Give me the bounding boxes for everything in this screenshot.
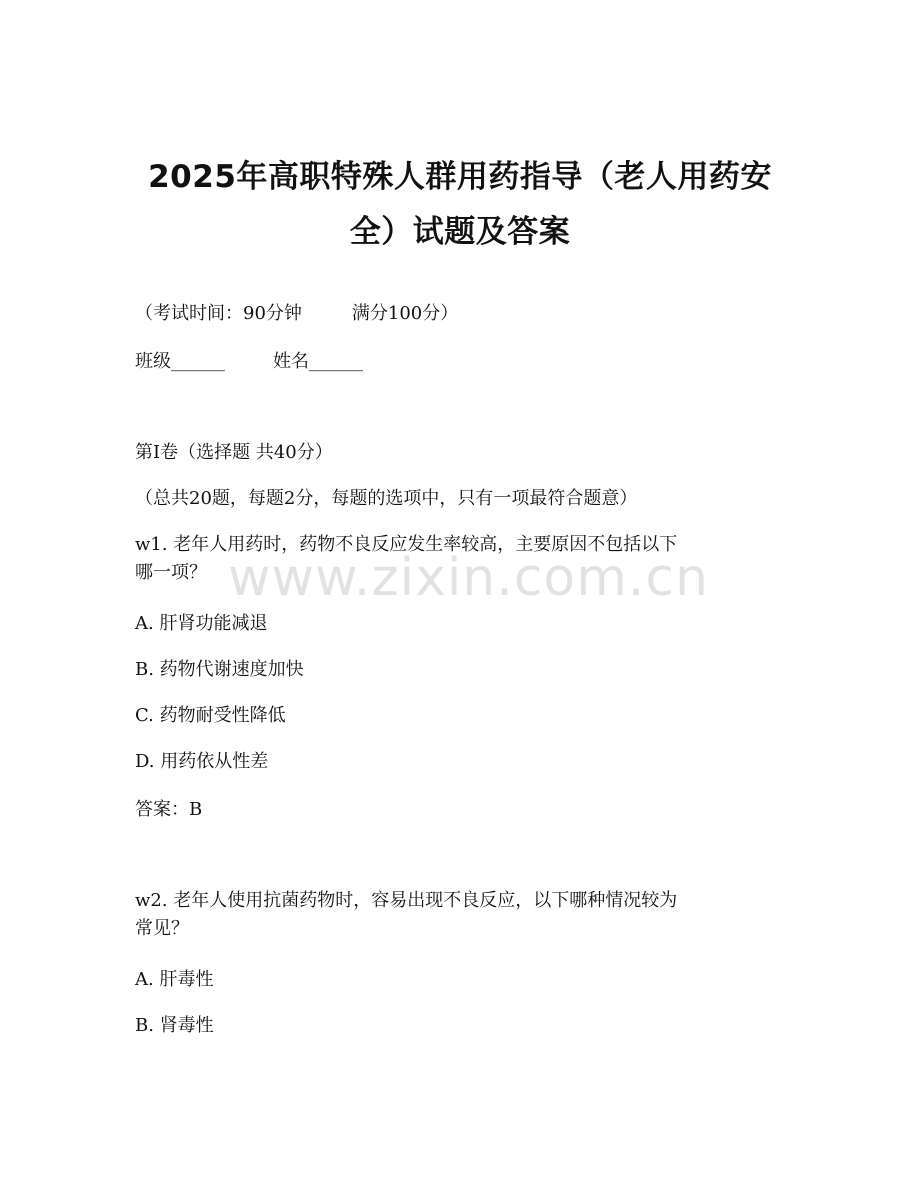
- exam-time: （考试时间：90分钟: [135, 303, 302, 324]
- question-1-option-b: B. 药物代谢速度加快: [135, 659, 304, 680]
- section-heading: 第I卷（选择题 共40分）: [135, 442, 333, 463]
- watermark: www.zixin.com.cn: [228, 548, 709, 608]
- question-2-option-a: A. 肝毒性: [135, 969, 214, 990]
- class-field: 班级______: [135, 351, 225, 372]
- question-2-stem-line-2: 常见？: [135, 918, 189, 939]
- exam-score: 满分100分）: [351, 303, 459, 324]
- question-1-option-c: C. 药物耐受性降低: [135, 705, 286, 726]
- student-fields: [135, 351, 363, 373]
- exam-info: [135, 303, 458, 325]
- section-instructions: （总共20题，每题2分，每题的选项中，只有一项最符合题意）: [135, 488, 638, 509]
- document-title: [110, 150, 810, 260]
- title-line-1: 2025年高职特殊人群用药指导（老人用药安: [148, 159, 772, 195]
- name-field: 姓名______: [273, 351, 363, 372]
- question-1-stem-line-1: w1. 老年人用药时，药物不良反应发生率较高，主要原因不包括以下: [135, 534, 678, 555]
- question-1-option-a: A. 肝肾功能减退: [135, 613, 268, 634]
- question-2-option-b: B. 肾毒性: [135, 1015, 214, 1036]
- question-1-answer: 答案：B: [135, 799, 203, 820]
- question-2-stem-line-1: w2. 老年人使用抗菌药物时，容易出现不良反应，以下哪种情况较为: [135, 890, 678, 911]
- title-line-2: 全）试题及答案: [349, 214, 571, 250]
- question-2-stem: [135, 887, 795, 943]
- question-1-stem-line-2: 哪一项？: [135, 562, 207, 583]
- question-1-option-d: D. 用药依从性差: [135, 751, 269, 772]
